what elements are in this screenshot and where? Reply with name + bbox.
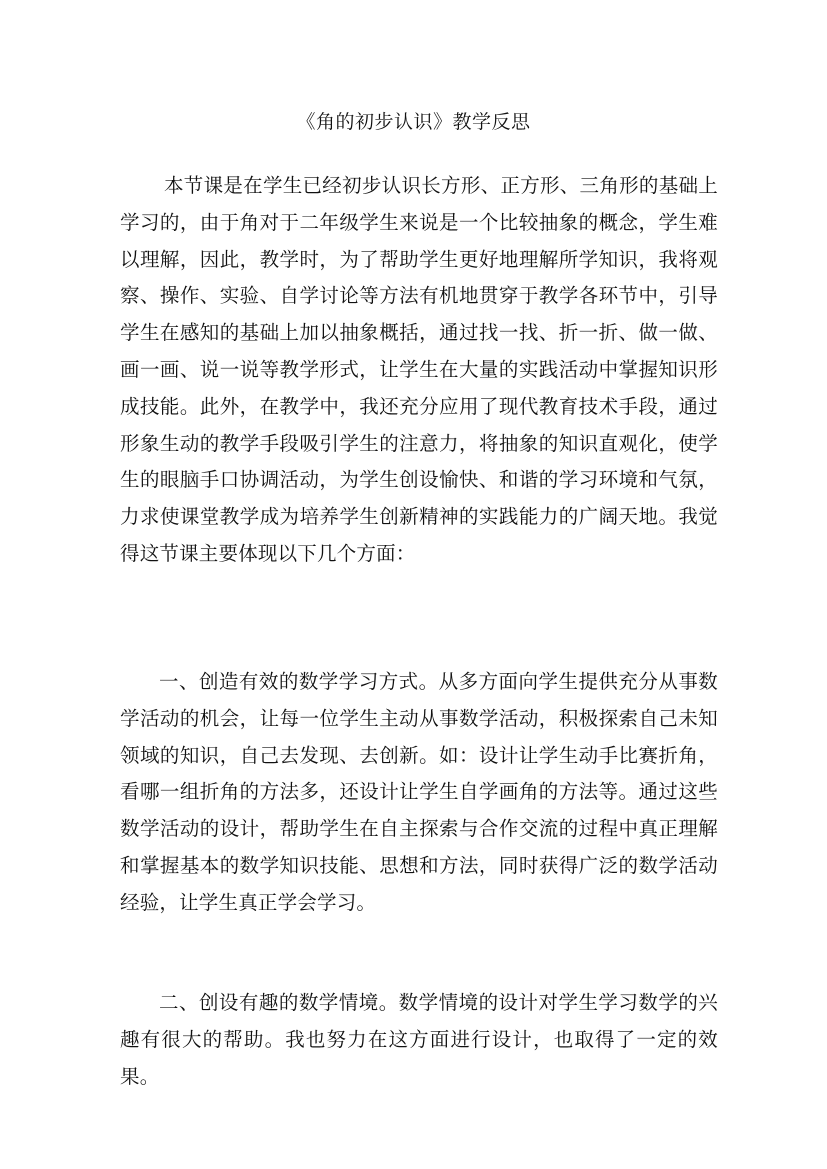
paragraph-point-one: 一、创造有效的数学学习方式。从多方面向学生提供充分从事数学活动的机会，让每一位学生主动从事数学活动，积极探索自己未知领域的知识，自己去发现、去创新。如：设计让学生动手比赛折角，看哪一组折角的方法多，还设计让学生自学画角的方法等。通过这些数学活动的设计，帮助学生在自主探索与合作交流的过程中真正理解和掌握基本的数学知识技能、思想和方法，同时获得广泛的数学活动经验，让学生真正学会学习。: [120, 670, 718, 914]
paragraph-intro: 本节课是在学生已经初步认识长方形、正方形、三角形的基础上学习的，由于角对于二年级学生来说是一个比较抽象的概念，学生难以理解，因此，教学时，为了帮助学生更好地理解所学知识，我将观察、操作、实验、自学讨论等方法有机地贯穿于教学各环节中，引导学生在感知的基础上加以抽象概括，通过找一找、折一折、做一做、画一画、说一说等教学形式，让学生在大量的实践活动中掌握知识形成技能。此外，在教学中，我还充分应用了现代教育技术手段，通过形象生动的教学手段吸引学生的注意力，将抽象的知识直观化，使学生的眼脑手口协调活动，为学生创设愉快、和谐的学习环境和气氛，力求使课堂教学成为培养学生创新精神的实践能力的广阔天地。我觉得这节课主要体现以下几个方面：: [120, 174, 718, 565]
paragraph-point-two: 二、创设有趣的数学情境。数学情境的设计对学生学习数学的兴趣有很大的帮助。我也努力在这方面进行设计，也取得了一定的效果。: [120, 991, 718, 1088]
document-title: 《角的初步认识》教学反思: [296, 111, 531, 133]
